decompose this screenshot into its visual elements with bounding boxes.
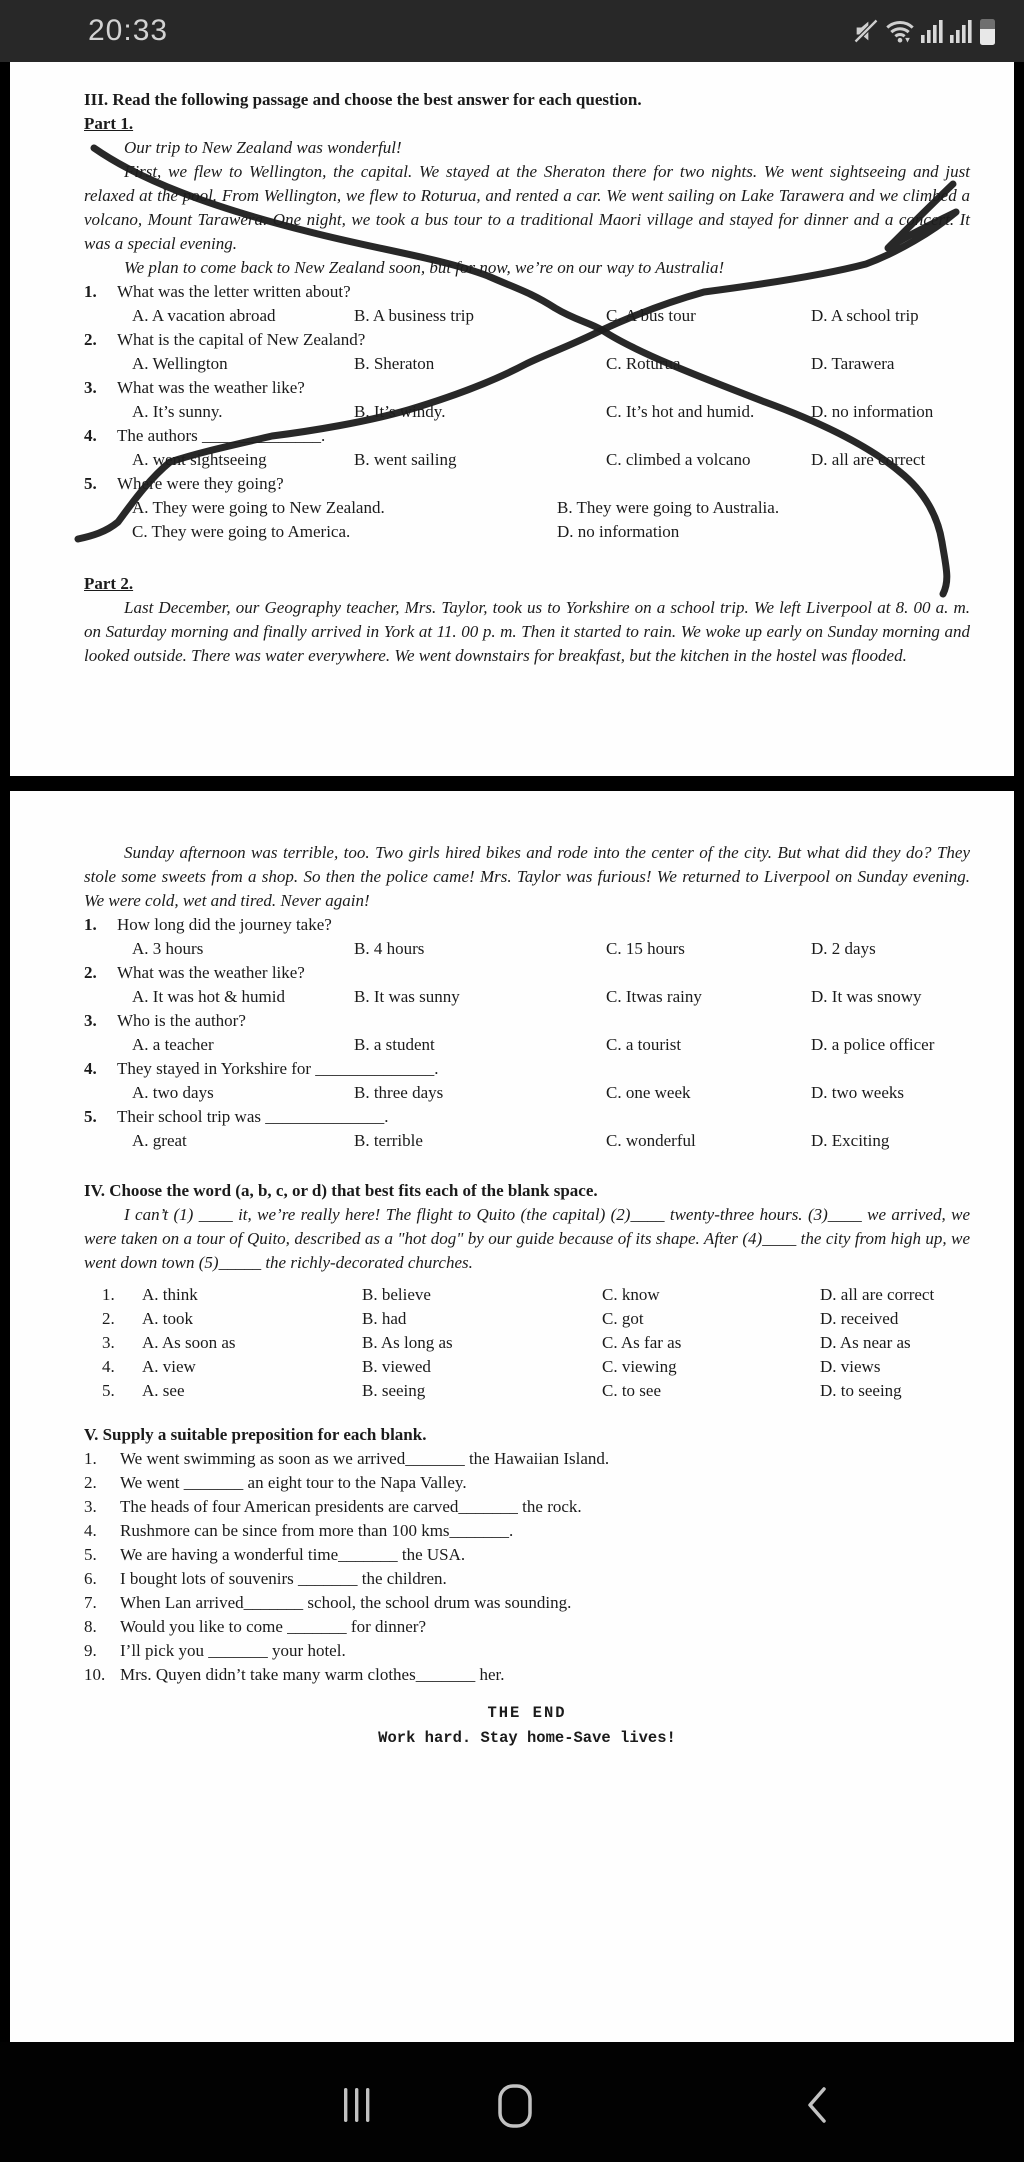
- part1-passage-line3: We plan to come back to New Zealand soon, but for now, we’re on our way to Australia!: [124, 258, 725, 277]
- option: A. took: [142, 1309, 193, 1328]
- home-button[interactable]: [496, 2083, 534, 2134]
- question: [84, 1105, 970, 1129]
- question-text: Their school trip was ______________.: [117, 1107, 389, 1126]
- item-number: 9.: [84, 1641, 97, 1660]
- wifi-icon: [885, 17, 915, 45]
- options-row: [84, 1379, 970, 1403]
- question-text: What was the weather like?: [117, 378, 305, 397]
- option: B. A business trip: [354, 306, 474, 325]
- part1-label: Part 1.: [84, 114, 134, 133]
- item-number: 4.: [84, 1521, 97, 1540]
- row-number: 1.: [102, 1285, 115, 1304]
- section4-heading: IV. Choose the word (a, b, c, or d) that best fits each of the blank space.: [84, 1181, 598, 1200]
- row-number: 3.: [102, 1333, 115, 1352]
- option: D. all are correct: [811, 450, 926, 469]
- item-text: We are having a wonderful time_______ the USA.: [120, 1545, 466, 1564]
- question: [84, 913, 970, 937]
- option: B. As long as: [362, 1333, 453, 1352]
- item-number: 10.: [84, 1665, 106, 1684]
- document-page-1: [10, 62, 1014, 776]
- option: A. went sightseeing: [132, 450, 267, 469]
- back-button[interactable]: [802, 2085, 832, 2130]
- option: C. Roturua: [606, 354, 681, 373]
- item-number: 7.: [84, 1593, 97, 1612]
- question-text: What was the weather like?: [117, 963, 305, 982]
- section4-passage: I can’t (1) ____ it, we’re really here! The flight to Quito (the capital) (2)____ twenty-three hours. (3)____ we arrived, we were taken on a tour of Quito, described as a "hot dog" by our guide because of its shape. After (4)____ the city from high up, we went down town (5)_____ the richly-decorated churches.: [84, 1205, 970, 1272]
- item-text: Mrs. Quyen didn’t take many warm clothes_______ her.: [120, 1665, 505, 1684]
- options-row: [84, 1033, 970, 1057]
- option: D. to seeing: [820, 1381, 902, 1400]
- option: A. two days: [132, 1083, 214, 1102]
- fill-in-item: [84, 1615, 970, 1639]
- item-text: I bought lots of souvenirs _______ the children.: [120, 1569, 447, 1588]
- fill-in-item: [84, 1567, 970, 1591]
- item-text: The heads of four American presidents are carved_______ the rock.: [120, 1497, 582, 1516]
- row-number: 4.: [102, 1357, 115, 1376]
- options-row: [84, 1307, 970, 1331]
- part1-passage-line1: Our trip to New Zealand was wonderful!: [124, 138, 402, 157]
- option: A. 3 hours: [132, 939, 204, 958]
- question-text: How long did the journey take?: [117, 915, 332, 934]
- question-number: 5.: [84, 474, 97, 493]
- question: [84, 1009, 970, 1033]
- item-number: 8.: [84, 1617, 97, 1636]
- fill-in-item: [84, 1471, 970, 1495]
- footer-the-end: THE END: [487, 1704, 567, 1722]
- question-text: They stayed in Yorkshire for ______________.: [117, 1059, 439, 1078]
- option: A. a teacher: [132, 1035, 214, 1054]
- option: A. It was hot & humid: [132, 987, 285, 1006]
- question-number: 4.: [84, 1059, 97, 1078]
- option: C. They were going to America.: [132, 522, 351, 541]
- options-row: [84, 1081, 970, 1105]
- option: A. see: [142, 1381, 185, 1400]
- option: A. They were going to New Zealand.: [132, 498, 385, 517]
- option: C. Itwas rainy: [606, 987, 702, 1006]
- document-page-2: [10, 791, 1014, 2042]
- option: C. It’s hot and humid.: [606, 402, 755, 421]
- question: [84, 472, 970, 496]
- option: D. 2 days: [811, 939, 876, 958]
- option: D. It was snowy: [811, 987, 922, 1006]
- item-text: Rushmore can be since from more than 100 kms_______.: [120, 1521, 514, 1540]
- item-number: 6.: [84, 1569, 97, 1588]
- item-text: I’ll pick you _______ your hotel.: [120, 1641, 346, 1660]
- mobile-signal-icon: [949, 17, 973, 45]
- option: A. great: [132, 1131, 187, 1150]
- status-icons: [852, 16, 1024, 46]
- part1-passage-body: First, we flew to Wellington, the capital. We stayed at the Sheraton there for two nights. We went sightseeing and just relaxed at the pool. From Wellington, we flew to Roturua, and rented a car. We went sailing on Lake Tarawera and we climbed a volcano, Mount Tarawera. One night, we took a bus tour to a traditional Maori village and stayed for dinner and a concert. It was a special evening.: [84, 162, 970, 253]
- question-text: Where were they going?: [117, 474, 284, 493]
- question: [84, 376, 970, 400]
- question-number: 1.: [84, 915, 97, 934]
- option: B. viewed: [362, 1357, 431, 1376]
- options-row: [84, 352, 970, 376]
- question-text: What was the letter written about?: [117, 282, 351, 301]
- part2-label: Part 2.: [84, 574, 134, 593]
- question-number: 4.: [84, 426, 97, 445]
- option: A. A vacation abroad: [132, 306, 276, 325]
- option: D. two weeks: [811, 1083, 905, 1102]
- option: B. went sailing: [354, 450, 457, 469]
- option: D. views: [820, 1357, 881, 1376]
- options-row: [84, 1355, 970, 1379]
- section5-heading: V. Supply a suitable preposition for each blank.: [84, 1425, 427, 1444]
- section3-heading: III. Read the following passage and choose the best answer for each question.: [84, 90, 642, 109]
- fill-in-item: [84, 1495, 970, 1519]
- option: C. know: [602, 1285, 660, 1304]
- mute-icon: [852, 17, 880, 45]
- option: B. It’s windy.: [354, 402, 446, 421]
- option: B. Sheraton: [354, 354, 435, 373]
- fill-in-item: [84, 1663, 970, 1687]
- question-number: 2.: [84, 963, 97, 982]
- item-text: We went _______ an eight tour to the Napa Valley.: [120, 1473, 467, 1492]
- question-number: 5.: [84, 1107, 97, 1126]
- options-row: [84, 496, 970, 544]
- fill-in-item: [84, 1591, 970, 1615]
- option: C. climbed a volcano: [606, 450, 751, 469]
- option: A. think: [142, 1285, 198, 1304]
- item-number: 1.: [84, 1449, 97, 1468]
- option: B. three days: [354, 1083, 444, 1102]
- question: [84, 280, 970, 304]
- option: C. to see: [602, 1381, 662, 1400]
- battery-icon: [978, 16, 997, 46]
- status-time: 20:33: [88, 14, 169, 47]
- home-icon: [496, 2116, 534, 2133]
- option: D. no information: [557, 522, 680, 541]
- option: C. viewing: [602, 1357, 677, 1376]
- option: D. As near as: [820, 1333, 911, 1352]
- option: A. view: [142, 1357, 196, 1376]
- option: A. It’s sunny.: [132, 402, 223, 421]
- options-row: [84, 1129, 970, 1153]
- fill-in-item: [84, 1447, 970, 1471]
- question-number: 3.: [84, 378, 97, 397]
- option: B. They were going to Australia.: [557, 498, 780, 517]
- row-number: 2.: [102, 1309, 115, 1328]
- status-bar: [0, 0, 1024, 62]
- option: B. believe: [362, 1285, 431, 1304]
- item-number: 3.: [84, 1497, 97, 1516]
- footer-slogan: Work hard. Stay home-Save lives!: [378, 1729, 676, 1747]
- option: C. a tourist: [606, 1035, 682, 1054]
- option: C. got: [602, 1309, 644, 1328]
- option: A. As soon as: [142, 1333, 236, 1352]
- item-number: 5.: [84, 1545, 97, 1564]
- options-row: [84, 985, 970, 1009]
- fill-in-item: [84, 1519, 970, 1543]
- option: B. seeing: [362, 1381, 426, 1400]
- option: B. had: [362, 1309, 407, 1328]
- options-row: [84, 1283, 970, 1307]
- option: B. terrible: [354, 1131, 423, 1150]
- option: D. A school trip: [811, 306, 919, 325]
- option: B. It was sunny: [354, 987, 460, 1006]
- question: [84, 424, 970, 448]
- item-text: When Lan arrived_______ school, the school drum was sounding.: [120, 1593, 572, 1612]
- option: B. 4 hours: [354, 939, 425, 958]
- option: C. 15 hours: [606, 939, 685, 958]
- part2-passage: Last December, our Geography teacher, Mrs. Taylor, took us to Yorkshire on a school trip. We left Liverpool at 8. 00 a. m. on Saturday morning and finally arrived in York at 11. 00 p. m. Then it started to rain. We woke up early on Sunday morning and looked outside. There was water everywhere. We went downstairs for breakfast, but the kitchen in the hostel was flooded.: [84, 598, 970, 665]
- question: [84, 328, 970, 352]
- back-icon: [802, 2112, 832, 2129]
- item-number: 2.: [84, 1473, 97, 1492]
- option: D. no information: [811, 402, 934, 421]
- item-text: Would you like to come _______ for dinner?: [120, 1617, 426, 1636]
- part2-passage-continued: Sunday afternoon was terrible, too. Two girls hired bikes and rode into the center of the city. But what did they do? They stole some sweets from a shop. So then the police came! Mrs. Taylor was furious! We returned to Liverpool on Sunday evening. We were cold, wet and tired. Never again!: [84, 843, 970, 910]
- question: [84, 961, 970, 985]
- question-number: 3.: [84, 1011, 97, 1030]
- recents-button[interactable]: [340, 2085, 374, 2130]
- option: C. As far as: [602, 1333, 682, 1352]
- question-number: 1.: [84, 282, 97, 301]
- option: D. all are correct: [820, 1285, 935, 1304]
- options-row: [84, 400, 970, 424]
- options-row: [84, 1331, 970, 1355]
- option: C. A bus tour: [606, 306, 696, 325]
- options-row: [84, 304, 970, 328]
- option: A. Wellington: [132, 354, 228, 373]
- option: D. a police officer: [811, 1035, 935, 1054]
- recents-icon: [340, 2112, 374, 2129]
- option: C. wonderful: [606, 1131, 696, 1150]
- option: C. one week: [606, 1083, 691, 1102]
- option: B. a student: [354, 1035, 435, 1054]
- question-text: What is the capital of New Zealand?: [117, 330, 366, 349]
- question-text: The authors ______________.: [117, 426, 326, 445]
- question: [84, 1057, 970, 1081]
- option: D. Tarawera: [811, 354, 895, 373]
- mobile-signal-icon: [920, 17, 944, 45]
- android-nav-bar: [0, 2042, 1024, 2162]
- option: D. received: [820, 1309, 899, 1328]
- row-number: 5.: [102, 1381, 115, 1400]
- options-row: [84, 937, 970, 961]
- fill-in-item: [84, 1543, 970, 1567]
- question-text: Who is the author?: [117, 1011, 246, 1030]
- question-number: 2.: [84, 330, 97, 349]
- document-footer: [84, 1701, 970, 1751]
- fill-in-item: [84, 1639, 970, 1663]
- item-text: We went swimming as soon as we arrived_______ the Hawaiian Island.: [120, 1449, 610, 1468]
- options-row: [84, 448, 970, 472]
- option: D. Exciting: [811, 1131, 890, 1150]
